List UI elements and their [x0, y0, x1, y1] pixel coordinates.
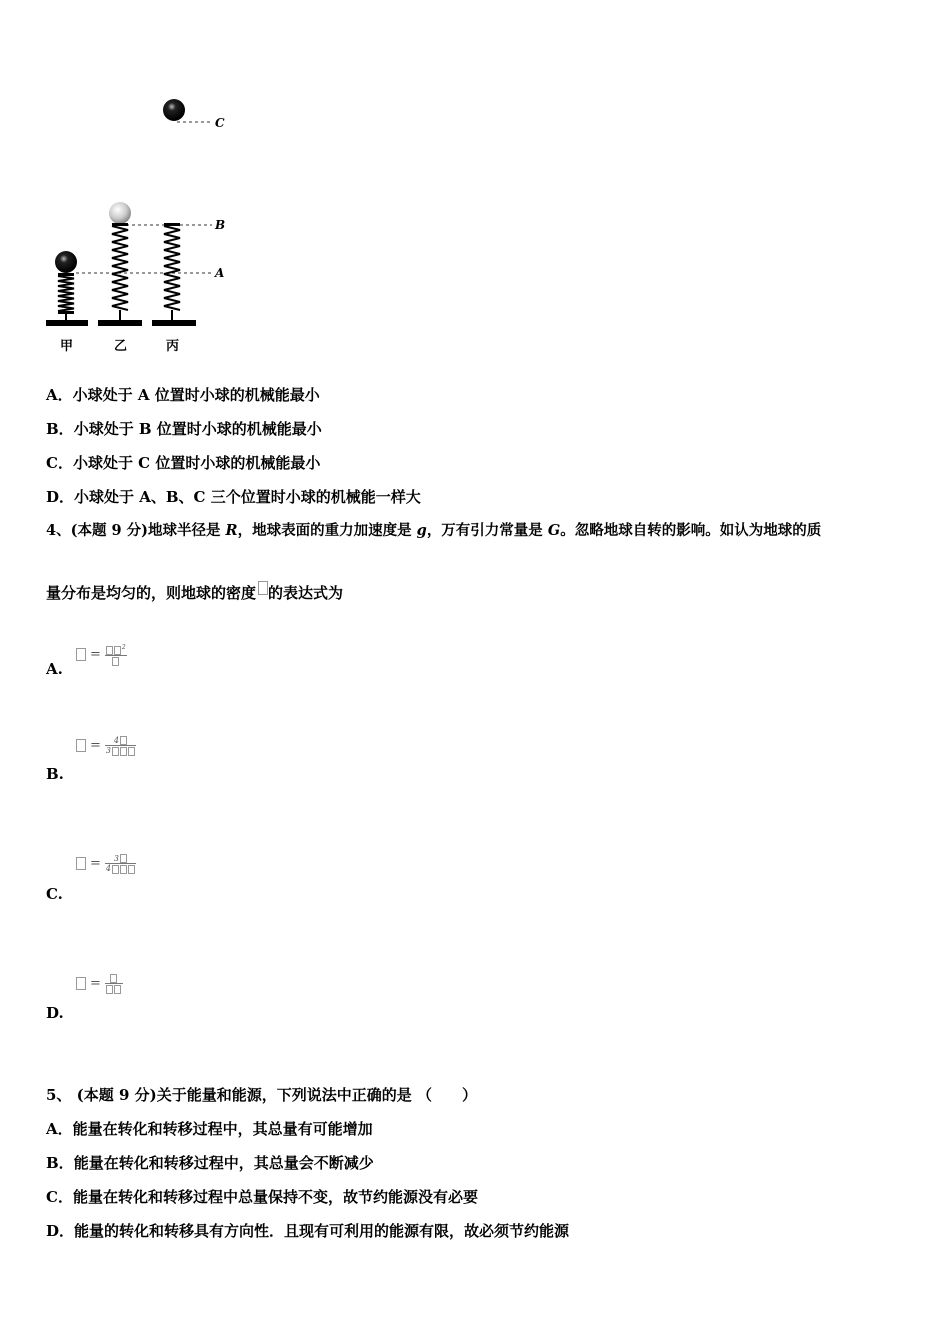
- q5-option-d: D．能量的转化和转移具有方向性．且现有可利用的能源有限，故必须节约能源: [46, 1222, 570, 1240]
- q4-option-d-letter: D.: [46, 1004, 64, 1022]
- q3-option-d: D．小球处于 A、B、C 三个位置时小球的机械能一样大: [46, 488, 421, 506]
- q3-option-c: C．小球处于 C 位置时小球的机械能最小: [46, 454, 321, 472]
- spring-jia: [46, 251, 88, 326]
- label-jia: 甲: [60, 339, 74, 354]
- label-bing: 丙: [166, 339, 180, 354]
- q4-stem-line1: 4、(本题 9 分)地球半径是 R，地球表面的重力加速度是 g，万有引力常量是 G。忽略地球自转的影响。如认为地球的质: [46, 522, 822, 539]
- q4-formula-a: = $^2$: [76, 643, 127, 666]
- q4-stem-line2: 量分布是均匀的，则地球的密度 的表达式为: [46, 583, 343, 603]
- rho-symbol: [258, 581, 268, 595]
- label-c: C: [215, 116, 225, 130]
- spring-yi: [98, 202, 142, 326]
- q3-option-a: A．小球处于 A 位置时小球的机械能最小: [46, 386, 320, 404]
- q4-option-a-letter: A.: [46, 660, 63, 678]
- q4-option-c-letter: C.: [46, 885, 63, 903]
- q5-option-b: B．能量在转化和转移过程中，其总量会不断减少: [46, 1154, 374, 1172]
- spring-bing: [152, 223, 196, 326]
- q3-option-b: B．小球处于 B 位置时小球的机械能最小: [46, 420, 322, 438]
- ball-c: [163, 99, 185, 121]
- q4-formula-b: = $\frac{4}{3}$: [76, 735, 136, 756]
- q5-option-a: A．能量在转化和转移过程中，其总量有可能增加: [46, 1120, 373, 1138]
- q5-option-c: C．能量在转化和转移过程中总量保持不变，故节约能源没有必要: [46, 1188, 478, 1206]
- label-b: B: [215, 218, 226, 232]
- label-a: A: [215, 266, 225, 280]
- q4-option-b-letter: B.: [46, 765, 64, 783]
- q4-formula-d: =: [76, 973, 123, 994]
- q4-formula-c: = $\frac{3}{4}$: [76, 853, 136, 874]
- label-yi: 乙: [114, 339, 128, 354]
- spring-figure: [40, 92, 240, 362]
- q5-stem: 5、 (本题 9 分)关于能量和能源，下列说法中正确的是 （ ）: [46, 1086, 477, 1104]
